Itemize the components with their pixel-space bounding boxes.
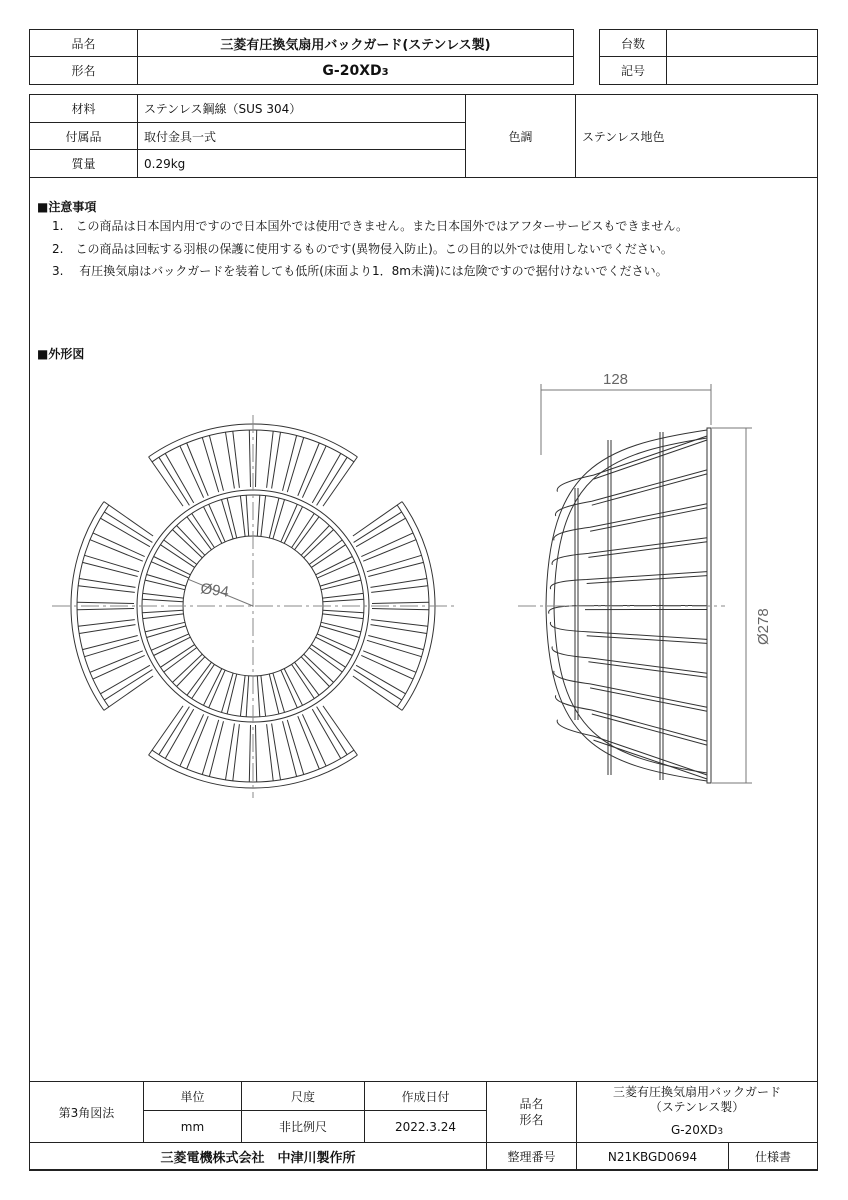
spoke-wire bbox=[202, 438, 218, 493]
spoke-wire bbox=[356, 518, 406, 547]
inner-spoke-wire bbox=[269, 674, 279, 714]
quantity-label: 台数 bbox=[600, 30, 667, 57]
inner-spoke-wire bbox=[304, 530, 334, 558]
inner-spoke-wire bbox=[273, 673, 285, 712]
mass-value: 0.29kg bbox=[138, 150, 466, 178]
doc-type: 仕様書 bbox=[729, 1143, 818, 1171]
spoke-wire bbox=[90, 540, 143, 562]
ref-label: 整理番号 bbox=[487, 1143, 577, 1171]
inner-spoke-wire bbox=[143, 593, 184, 598]
inner-spoke-wire bbox=[240, 496, 245, 537]
spoke-wire bbox=[371, 620, 428, 627]
spoke-wire bbox=[79, 579, 135, 588]
scale-value: 非比例尺 bbox=[242, 1111, 365, 1143]
inner-spoke-wire bbox=[147, 626, 186, 638]
inner-spoke-wire bbox=[295, 662, 319, 695]
spoke-wire bbox=[361, 533, 413, 557]
inner-spoke-wire bbox=[292, 513, 315, 547]
spoke-wire bbox=[272, 724, 281, 780]
note-item-2: 2. この商品は回転する羽根の保護に使用するものです(異物侵入防止)。この目的以外では使用しないでください。 bbox=[52, 241, 673, 256]
spoke-wire bbox=[93, 533, 145, 557]
date-label: 作成日付 bbox=[365, 1082, 487, 1111]
spoke-wire bbox=[93, 655, 145, 679]
sector-edge bbox=[353, 676, 402, 710]
inner-spoke-wire bbox=[292, 664, 315, 698]
spoke-wire bbox=[209, 436, 223, 491]
sector-edge bbox=[323, 457, 357, 506]
sector-edge bbox=[104, 676, 153, 710]
side-wire bbox=[557, 720, 707, 775]
inner-spoke-wire bbox=[301, 657, 329, 687]
spoke-wire bbox=[180, 714, 204, 766]
product-name: 三菱有圧換気扇用バックガード(ステンレス製) bbox=[138, 30, 574, 57]
spoke-wire bbox=[226, 724, 235, 780]
inner-spoke-wire bbox=[321, 622, 361, 632]
inner-spoke-wire bbox=[323, 599, 364, 602]
spoke-wire bbox=[100, 665, 149, 694]
mass-label: 質量 bbox=[30, 150, 138, 178]
side-wire-double bbox=[588, 542, 707, 558]
dim-outer-diameter: Ø278 bbox=[755, 608, 772, 645]
inner-spoke-wire bbox=[309, 540, 342, 564]
model-main: G-20XD bbox=[322, 62, 382, 79]
spoke-wire bbox=[317, 457, 348, 505]
spoke-wire bbox=[256, 725, 257, 782]
spoke-wire bbox=[283, 436, 297, 491]
name-model-label bbox=[487, 1082, 577, 1143]
spoke-wire bbox=[287, 720, 303, 775]
unit-value: mm bbox=[144, 1111, 242, 1143]
footer-name-line1: 三菱有圧換気扇用バックガード bbox=[612, 1084, 781, 1099]
inner-spoke-wire bbox=[222, 500, 234, 539]
side-wire-double bbox=[592, 474, 707, 505]
spoke-wire bbox=[371, 586, 428, 593]
inner-spoke-wire bbox=[145, 580, 185, 590]
spoke-wire bbox=[249, 725, 250, 782]
spoke-wire bbox=[354, 670, 402, 701]
inner-spoke-wire bbox=[261, 676, 266, 717]
spoke-wire bbox=[317, 707, 348, 755]
inner-spoke-wire bbox=[261, 496, 266, 537]
inner-spoke-wire bbox=[257, 495, 260, 536]
inner-spoke-wire bbox=[192, 664, 215, 698]
color-label: 色調 bbox=[466, 95, 576, 178]
spoke-wire bbox=[371, 625, 427, 634]
spoke-wire bbox=[233, 431, 240, 488]
spoke-wire bbox=[267, 724, 274, 781]
spoke-wire bbox=[100, 518, 149, 547]
inner-spoke-wire bbox=[320, 575, 359, 587]
projection: 第3角図法 bbox=[30, 1082, 144, 1143]
spoke-wire bbox=[302, 714, 326, 766]
spoke-wire bbox=[104, 512, 152, 543]
drawing-title: ■外形図 bbox=[37, 347, 85, 361]
sector-edge bbox=[149, 457, 183, 506]
accessory-label: 付属品 bbox=[30, 123, 138, 150]
color-value: ステンレス地色 bbox=[576, 95, 818, 178]
spoke-wire bbox=[361, 655, 413, 679]
side-wire bbox=[550, 622, 707, 639]
note-item-3: 3. 有圧換気扇はバックガードを装着しても低所(床面より1．8m未満)には危険ですので据付けないでください。 bbox=[52, 264, 668, 278]
side-wire-double bbox=[588, 662, 707, 678]
inner-spoke-wire bbox=[143, 614, 184, 619]
footer-name-label: 品名 bbox=[519, 1097, 544, 1111]
inner-spoke-wire bbox=[222, 673, 234, 712]
accessory-value: 取付金具一式 bbox=[138, 123, 466, 150]
inner-spoke-wire bbox=[240, 676, 245, 717]
inner-spoke-wire bbox=[227, 498, 237, 538]
spoke-wire bbox=[85, 555, 140, 571]
footer-model-sub: 3 bbox=[717, 1126, 724, 1137]
footer-product bbox=[577, 1082, 818, 1143]
spoke-wire bbox=[202, 720, 218, 775]
inner-spoke-wire bbox=[177, 657, 205, 687]
inner-spoke-wire bbox=[309, 648, 342, 672]
scale-label: 尺度 bbox=[242, 1082, 365, 1111]
ref-value: N21KBGD0694 bbox=[577, 1143, 729, 1171]
inner-spoke-wire bbox=[320, 626, 359, 638]
spoke-wire bbox=[256, 430, 257, 487]
spoke-wire bbox=[272, 432, 281, 488]
spoke-wire bbox=[363, 540, 416, 562]
spoke-wire bbox=[159, 457, 190, 505]
side-wire bbox=[557, 436, 707, 492]
spoke-wire bbox=[85, 640, 140, 656]
title-block bbox=[29, 1081, 818, 1171]
spoke-wire bbox=[79, 625, 135, 634]
spoke-wire bbox=[283, 721, 297, 776]
inner-spoke-wire bbox=[187, 662, 211, 695]
spoke-wire bbox=[78, 586, 135, 593]
inner-spoke-wire bbox=[164, 648, 197, 672]
inner-spoke-wire bbox=[147, 575, 186, 587]
inner-spoke-wire bbox=[323, 614, 364, 619]
footer-model-value bbox=[583, 1123, 811, 1140]
sector-edge bbox=[323, 706, 357, 755]
dim-depth: 128 bbox=[603, 371, 629, 388]
material-value: ステンレス鋼線（SUS 304） bbox=[138, 95, 466, 123]
spoke-wire bbox=[298, 716, 320, 769]
spoke-wire bbox=[83, 562, 138, 576]
product-name-label: 品名 bbox=[30, 30, 138, 57]
spoke-wire bbox=[180, 446, 204, 498]
sector-edge bbox=[353, 502, 402, 536]
side-view bbox=[518, 384, 752, 783]
notes-title: ■注意事項 bbox=[37, 200, 97, 214]
inner-spoke-wire bbox=[323, 610, 364, 613]
inner-spoke-wire bbox=[321, 580, 361, 590]
inner-spoke-wire bbox=[173, 654, 203, 682]
dim-inner-diameter: Ø94 bbox=[199, 580, 230, 601]
inner-spoke-wire bbox=[160, 645, 194, 668]
inner-spoke-wire bbox=[173, 530, 203, 558]
model-label: 形名 bbox=[30, 57, 138, 85]
inner-spoke-wire bbox=[164, 540, 197, 564]
spoke-wire bbox=[77, 602, 134, 603]
spoke-wire bbox=[78, 620, 135, 627]
spoke-wire bbox=[312, 453, 341, 503]
inner-spoke-wire bbox=[304, 654, 334, 682]
spoke-wire bbox=[90, 651, 143, 673]
sector-edge bbox=[149, 706, 183, 755]
spoke-wire bbox=[267, 431, 274, 488]
sector-edge bbox=[104, 502, 153, 536]
inner-spoke-wire bbox=[269, 498, 279, 538]
inner-spoke-wire bbox=[311, 645, 345, 668]
spoke-wire bbox=[372, 602, 429, 603]
spoke-wire bbox=[372, 609, 429, 610]
spoke-wire bbox=[367, 640, 422, 656]
inner-spoke-wire bbox=[323, 593, 364, 598]
inner-spoke-wire bbox=[227, 674, 237, 714]
spoke-wire bbox=[367, 555, 422, 571]
model-sub: 3 bbox=[381, 66, 389, 78]
spoke-wire bbox=[312, 709, 341, 759]
inner-spoke-wire bbox=[142, 610, 183, 613]
material-label: 材料 bbox=[30, 95, 138, 123]
spoke-wire bbox=[368, 636, 423, 650]
spoke-wire bbox=[363, 651, 416, 673]
spoke-wire bbox=[187, 716, 209, 769]
spoke-wire bbox=[371, 579, 427, 588]
spoke-wire bbox=[287, 438, 303, 493]
side-wire-double bbox=[587, 636, 707, 644]
spoke-wire bbox=[104, 670, 152, 701]
side-wire bbox=[554, 504, 707, 541]
inner-spoke-wire bbox=[311, 545, 345, 568]
spoke-wire bbox=[165, 453, 194, 503]
inner-spoke-wire bbox=[246, 495, 249, 536]
spoke-wire bbox=[187, 443, 209, 496]
inner-spoke-wire bbox=[301, 526, 329, 556]
date-value: 2022.3.24 bbox=[365, 1111, 487, 1143]
spoke-wire bbox=[209, 721, 223, 776]
note-item-1: 1. この商品は日本国内用ですので日本国外では使用できません。また日本国外ではアフターサービスもできません。 bbox=[52, 219, 689, 233]
spoke-wire bbox=[226, 432, 235, 488]
inner-spoke-wire bbox=[187, 517, 211, 550]
side-wire bbox=[554, 671, 707, 707]
spoke-wire bbox=[354, 512, 402, 543]
side-wire-double bbox=[587, 576, 707, 584]
spoke-wire bbox=[83, 636, 138, 650]
spoke-wire bbox=[165, 709, 194, 759]
side-wire-double bbox=[592, 714, 707, 745]
company-name: 三菱電機株式会社 中津川製作所 bbox=[30, 1143, 487, 1171]
inner-spoke-wire bbox=[295, 517, 319, 550]
inner-spoke-wire bbox=[246, 676, 249, 717]
inner-spoke-wire bbox=[142, 599, 183, 602]
inner-spoke-wire bbox=[257, 676, 260, 717]
spoke-wire bbox=[249, 430, 250, 487]
spoke-wire bbox=[233, 724, 240, 781]
spoke-wire bbox=[77, 609, 134, 610]
inner-spoke-wire bbox=[160, 545, 194, 568]
footer-model-main: G-20XD bbox=[670, 1122, 718, 1137]
spoke-wire bbox=[302, 446, 326, 498]
inner-spoke-wire bbox=[273, 500, 285, 539]
inner-spoke-wire bbox=[192, 513, 215, 547]
spoke-wire bbox=[298, 443, 320, 496]
spoke-wire bbox=[368, 562, 423, 576]
spoke-wire bbox=[159, 707, 190, 755]
inner-spoke-wire bbox=[177, 526, 205, 556]
spoke-wire bbox=[356, 665, 406, 694]
inner-spoke-wire bbox=[145, 622, 185, 632]
front-view bbox=[52, 415, 456, 798]
footer-model-label: 形名 bbox=[519, 1113, 544, 1127]
mark-label: 記号 bbox=[600, 57, 667, 85]
footer-name-line2: （ステンレス製） bbox=[649, 1099, 745, 1114]
unit-label: 単位 bbox=[144, 1082, 242, 1111]
